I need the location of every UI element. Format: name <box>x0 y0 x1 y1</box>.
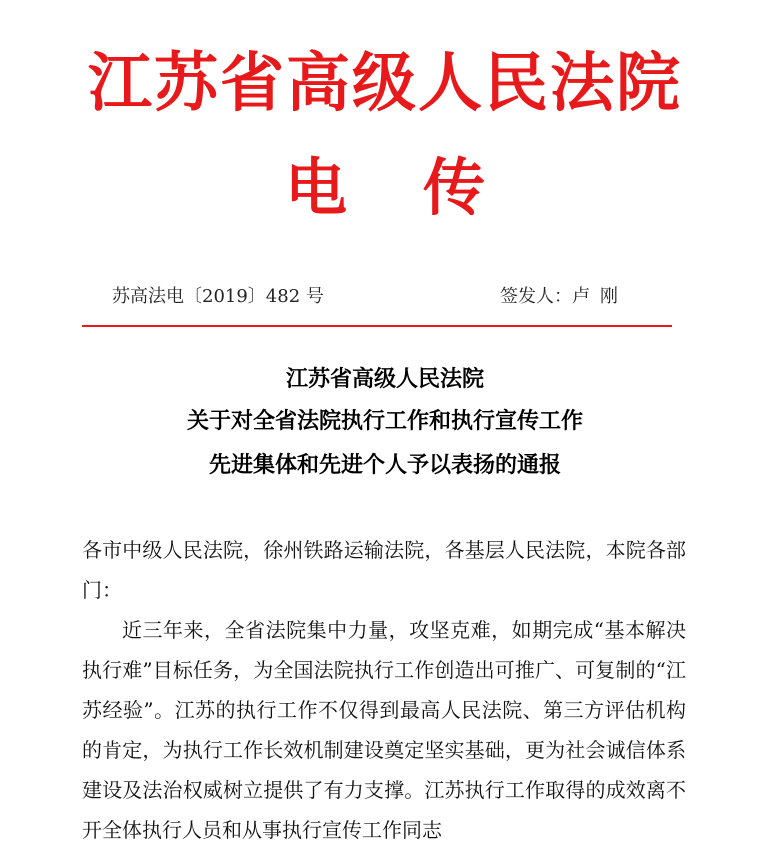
addressee: 各市中级人民法院，徐州铁路运输法院，各基层人民法院，本院各部门： <box>82 538 686 602</box>
document-type <box>0 150 770 226</box>
notice-title-line-3: 先进集体和先进个人予以表扬的通报 <box>208 452 561 478</box>
document-type-char-1: 电 <box>284 151 347 224</box>
signer-label: 签发人： <box>500 286 572 307</box>
document-type-char-2: 传 <box>423 151 486 224</box>
body-paragraph-1: 近三年来，全省法院集中力量，攻坚克难，如期完成“基本解决执行难”目标任务，为全国法院执行工作创造出可推广、可复制的“江苏经验”。江苏的执行工作不仅得到最高人民法院、第三方评估机构的肯定，为执行工作长效机制建设奠定坚实基础，更为社会诚信体系建设及法治权威树立提供了有力支撑。江苏执行工作取得的成效离不开全体执行人员和从事执行宣传工作同志 <box>82 618 686 842</box>
issuing-organization: 江苏省高级人民法院 <box>88 46 682 121</box>
signer <box>500 284 628 310</box>
notice-title-line-2: 关于对全省法院执行工作和执行宣传工作 <box>186 408 583 434</box>
signer-name: 卢刚 <box>572 286 628 307</box>
notice-title-line-1: 江苏省高级人民法院 <box>285 366 484 392</box>
notice-body <box>82 530 686 850</box>
document-meta-row <box>112 284 672 310</box>
red-divider-line <box>82 325 672 327</box>
document-number: 苏高法电〔2019〕482 号 <box>112 286 324 307</box>
